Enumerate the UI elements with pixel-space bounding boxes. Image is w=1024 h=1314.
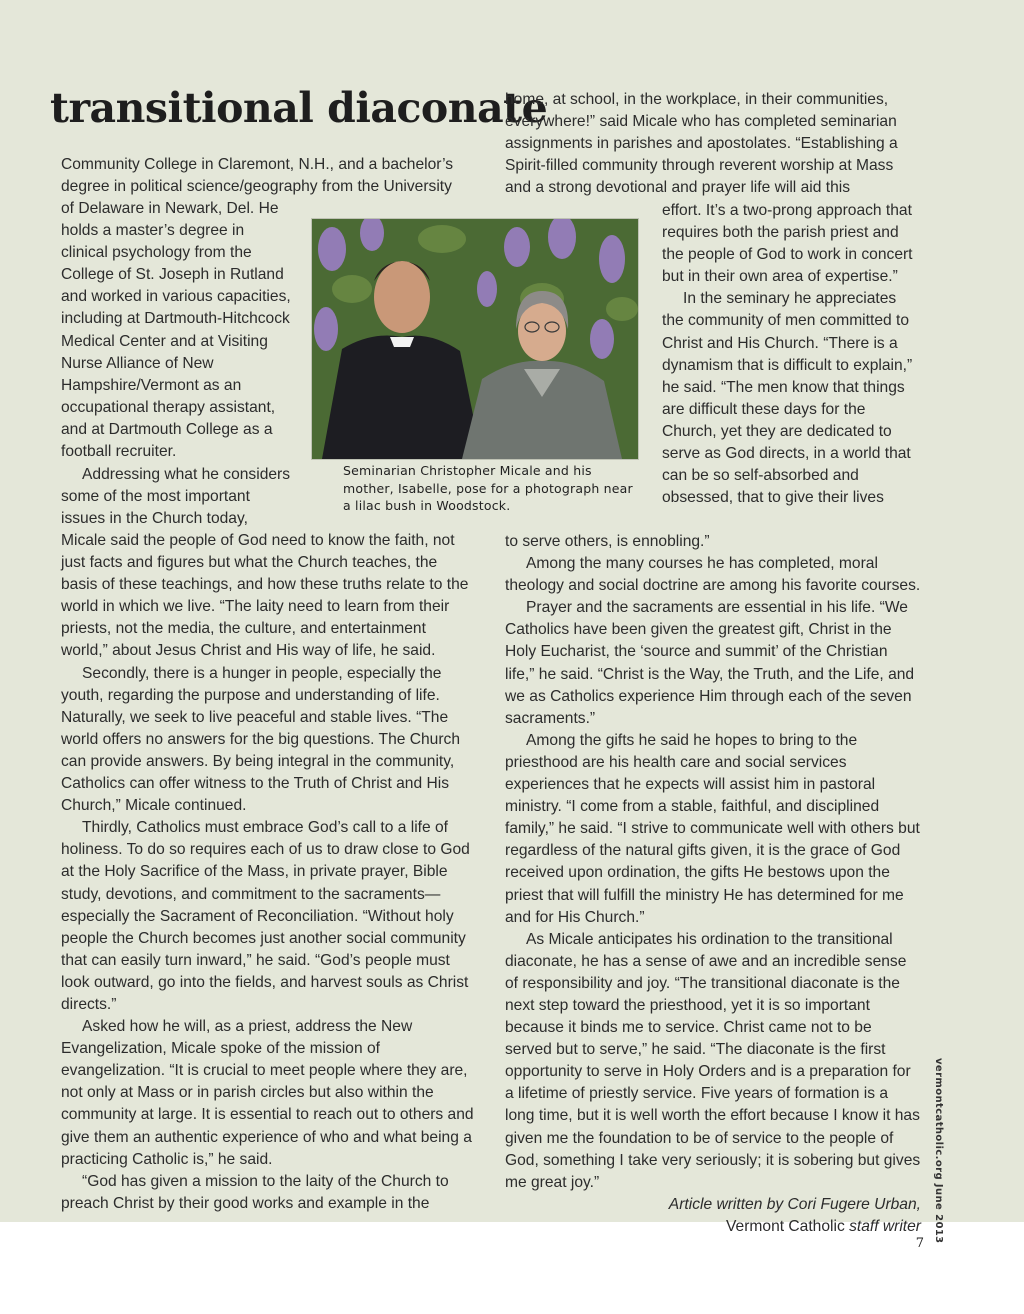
photo-priest-and-mother — [311, 218, 639, 460]
paragraph: In the seminary he appreciates the community of men committed to Christ and His Church. “There is a dynamism that is difficult to explain,” he said. “The men know that things are difficult these days for the Church, yet they are dedicated to serve as God directs, in a world that can be so self-absorbed and obsessed, that to give their lives — [662, 290, 913, 507]
paragraph: As Micale anticipates his ordination to the transitional diaconate, he has a sense of awe and an incredible sense of responsibility and joy. “The transitional diaconate is the next step toward the priesthood, yet it is so important because it binds me to service. Christ came not to be served but to serve,” he said. “The diaconate is the first opportunity to serve in Holy Orders and is a preparation for a lifetime of priestly service. Five years of formation is a long time, but it is well worth the effort because I know it has given me the foundation to be of service to the people of God, something I take very seriously; it is sobering but gives me great joy.” — [505, 930, 921, 1191]
credit-line-1: Article written by Cori Fugere Urban, — [668, 1195, 921, 1213]
paragraph: Asked how he will, as a priest, address the New Evangelization, Micale spoke of the mission of evangelization. “It is crucial to meet people where they are, not only at Mass or in parish circles but also within the community at large. It is essential to reach out to others and give them an authentic experience of who and what being a practicing Catholic is,” he said. — [61, 1018, 474, 1168]
paragraph: effort. It’s a two-prong approach that requires both the parish priest and the people of God to work in concert but in their own area of expertise.” — [662, 202, 913, 286]
credit-publication: Vermont Catholic — [726, 1217, 845, 1235]
paragraph: “God has given a mission to the laity of the Church to preach Christ by their good works and example in the — [61, 1172, 449, 1212]
paragraph: Micale said the people of God need to know the faith, not just facts and figures but what the Church teaches, the basis of these teachings, and how these truths relate to the world in which we live. “The laity need to learn from their priests, not the media, the culture, and entertainment world,” about Jesus Christ and His way of life, he said. — [61, 532, 469, 660]
paragraph: Thirdly, Catholics must embrace God’s call to a life of holiness. To do so requires each of us to draw close to God at the Holy Sacrifice of the Mass, in private prayer, Bible study, devotions, and commitment to the sacraments—especially the Sacrament of Reconciliation. “Without holy people the Church becomes just another social community that can easily turn inward,” he said. “God’s people must look outward, go into the fields, and harvest souls as Christ directs.” — [61, 819, 470, 1013]
paragraph: Addressing what he considers some of the most important issues in the Church today, — [61, 466, 291, 528]
right-column-wrap — [662, 200, 921, 509]
headline: transitional diaconate — [50, 84, 548, 132]
photo-illustration — [312, 219, 638, 459]
paragraph: Among the gifts he said he hopes to bring to the priesthood are his health care and social services experiences that he expects will assist him in pastoral ministry. “I come from a stable, faithful, and disciplined family,” he said. “I strive to communicate well with others but regardless of the natural gifts given, it is the grace of God received upon ordination, the gifts He bestows upon the priest that will fulfill the ministry He has determined for me and for His Church.” — [505, 731, 920, 926]
left-column-top — [61, 154, 477, 198]
paragraph: Among the many courses he has completed, moral theology and social doctrine are among his favorite courses. — [505, 555, 921, 595]
page-number: 7 — [915, 1236, 924, 1251]
paragraph: home, at school, in the workplace, in their communities, everywhere!” said Micale who has completed seminarian assignments in parishes and apostolates. “Establishing a Spirit-filled community through reverent worship at Mass and a strong devotional and prayer life will aid this — [505, 91, 898, 197]
paragraph: to serve others, is ennobling.” — [505, 533, 710, 550]
photo-caption: Seminarian Christopher Micale and his mother, Isabelle, pose for a photograph near a lilac bush in Woodstock. — [343, 463, 633, 513]
right-column-main — [505, 531, 921, 1238]
paragraph: of Delaware in Newark, Del. He holds a master’s degree in clinical psychology from the College of St. Joseph in Rutland and worked in various capacities, including at Dartmouth-Hitchcock Medical Center and at Visiting Nurse Alliance of New Hampshire/Vermont as an occupational therapy assistant, and at Dartmouth College as a football recruiter. — [61, 200, 291, 461]
site-and-date: vermontcatholic.org June 2013 — [933, 1058, 944, 1244]
left-column-main — [61, 530, 477, 1215]
left-column-wrap — [61, 198, 291, 463]
paragraph: Community College in Claremont, N.H., and a bachelor’s degree in political science/geography from the University — [61, 156, 454, 196]
paragraph: Prayer and the sacraments are essential in his life. “We Catholics have been given the greatest gift, Christ in the Holy Eucharist, the ‘source and summit’ of the Christian life,” he said. “Christ is the Way, the Truth, and the Life, and we as Catholics experience Him through each of the seven sacraments.” — [505, 599, 915, 727]
article-credit — [505, 1194, 921, 1238]
paragraph: Secondly, there is a hunger in people, especially the youth, regarding the purpose and understanding of life. Naturally, we seek to live peaceful and stable lives. “The world offers no answers for the big questions. The Church can provide answers. By being integral in the community, Catholics can offer witness to the Truth of Christ and His Church,” Micale continued. — [61, 664, 461, 815]
left-column-wrap-2 — [61, 464, 291, 530]
right-column-top — [505, 89, 921, 199]
credit-role: staff writer — [844, 1217, 921, 1235]
